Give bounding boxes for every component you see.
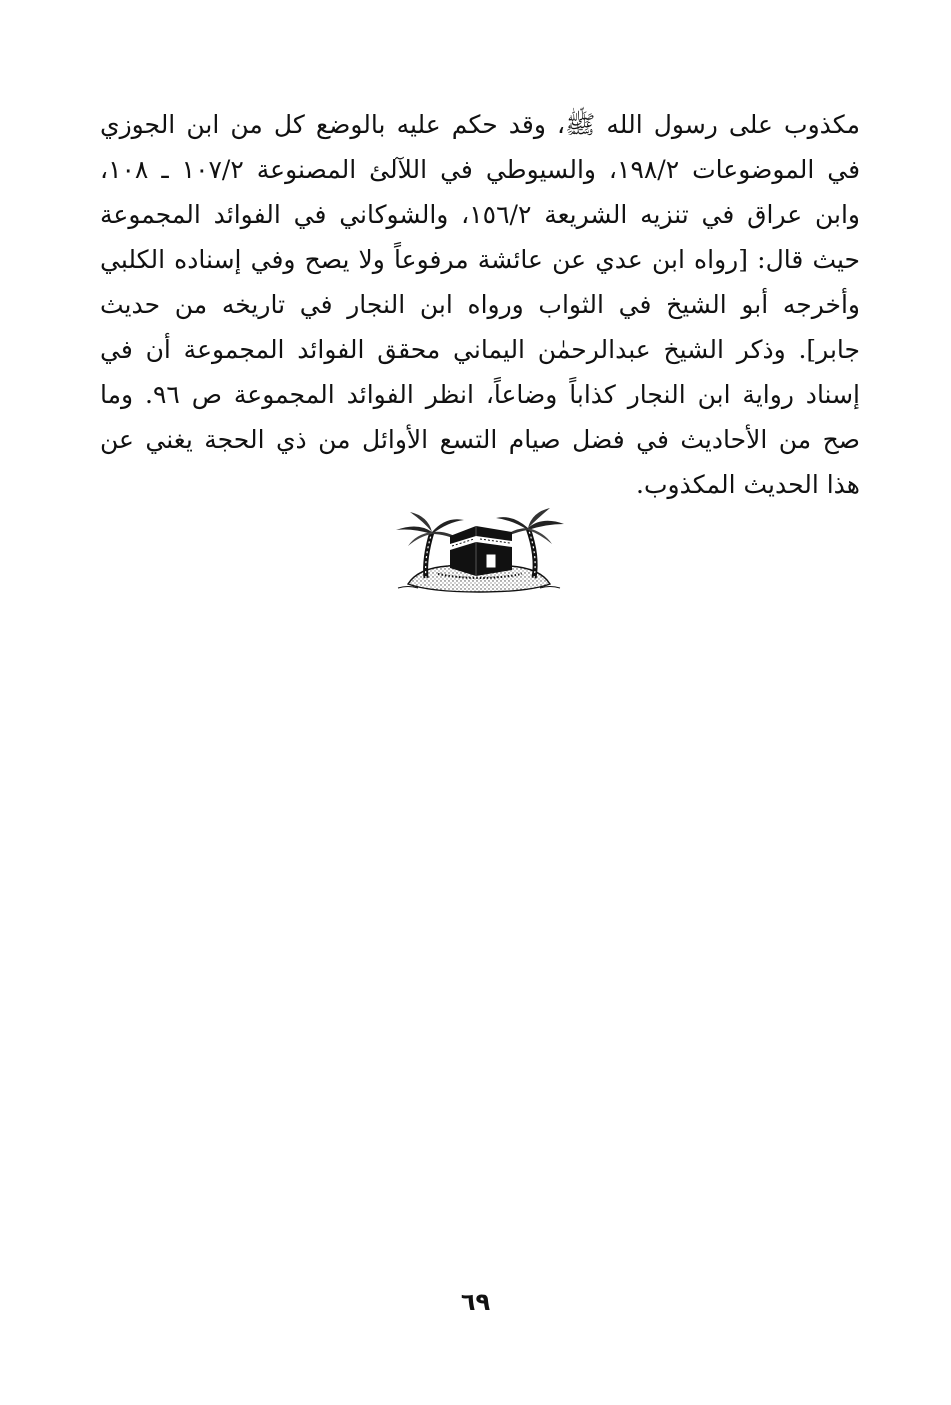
text-line: جابر]. وذكر الشيخ عبدالرحمٰن اليماني محقق الفوائد المجموعة أن في — [100, 335, 860, 364]
text-line: صح من الأحاديث في فضل صيام التسع الأوائل من ذي الحجة يغني عن — [100, 425, 860, 454]
kaaba-palm-island-icon — [388, 508, 570, 594]
text-line: في الموضوعات ١٩٨/٢، والسيوطي في اللآلئ المصنوعة ١٠٧/٢ ـ ١٠٨، — [100, 155, 860, 184]
text-line: مكذوب على رسول الله ﷺ، وقد حكم عليه بالوضع كل من ابن الجوزي — [100, 110, 860, 139]
body-text — [100, 102, 860, 507]
text-line: وأخرجه أبو الشيخ في الثواب ورواه ابن النجار في تاريخه من حديث — [100, 290, 860, 319]
text-line: وابن عراق في تنزيه الشريعة ١٥٦/٢، والشوكاني في الفوائد المجموعة — [100, 200, 860, 229]
text-line: إسناد رواية ابن النجار كذاباً وضاعاً، انظر الفوائد المجموعة ص ٩٦. وما — [100, 380, 860, 409]
page-number: ٦٩ — [460, 1288, 491, 1316]
text-line: حيث قال: [رواه ابن عدي عن عائشة مرفوعاً ولا يصح وفي إسناده الكلبي — [100, 245, 860, 274]
text-line: هذا الحديث المكذوب. — [636, 470, 860, 499]
